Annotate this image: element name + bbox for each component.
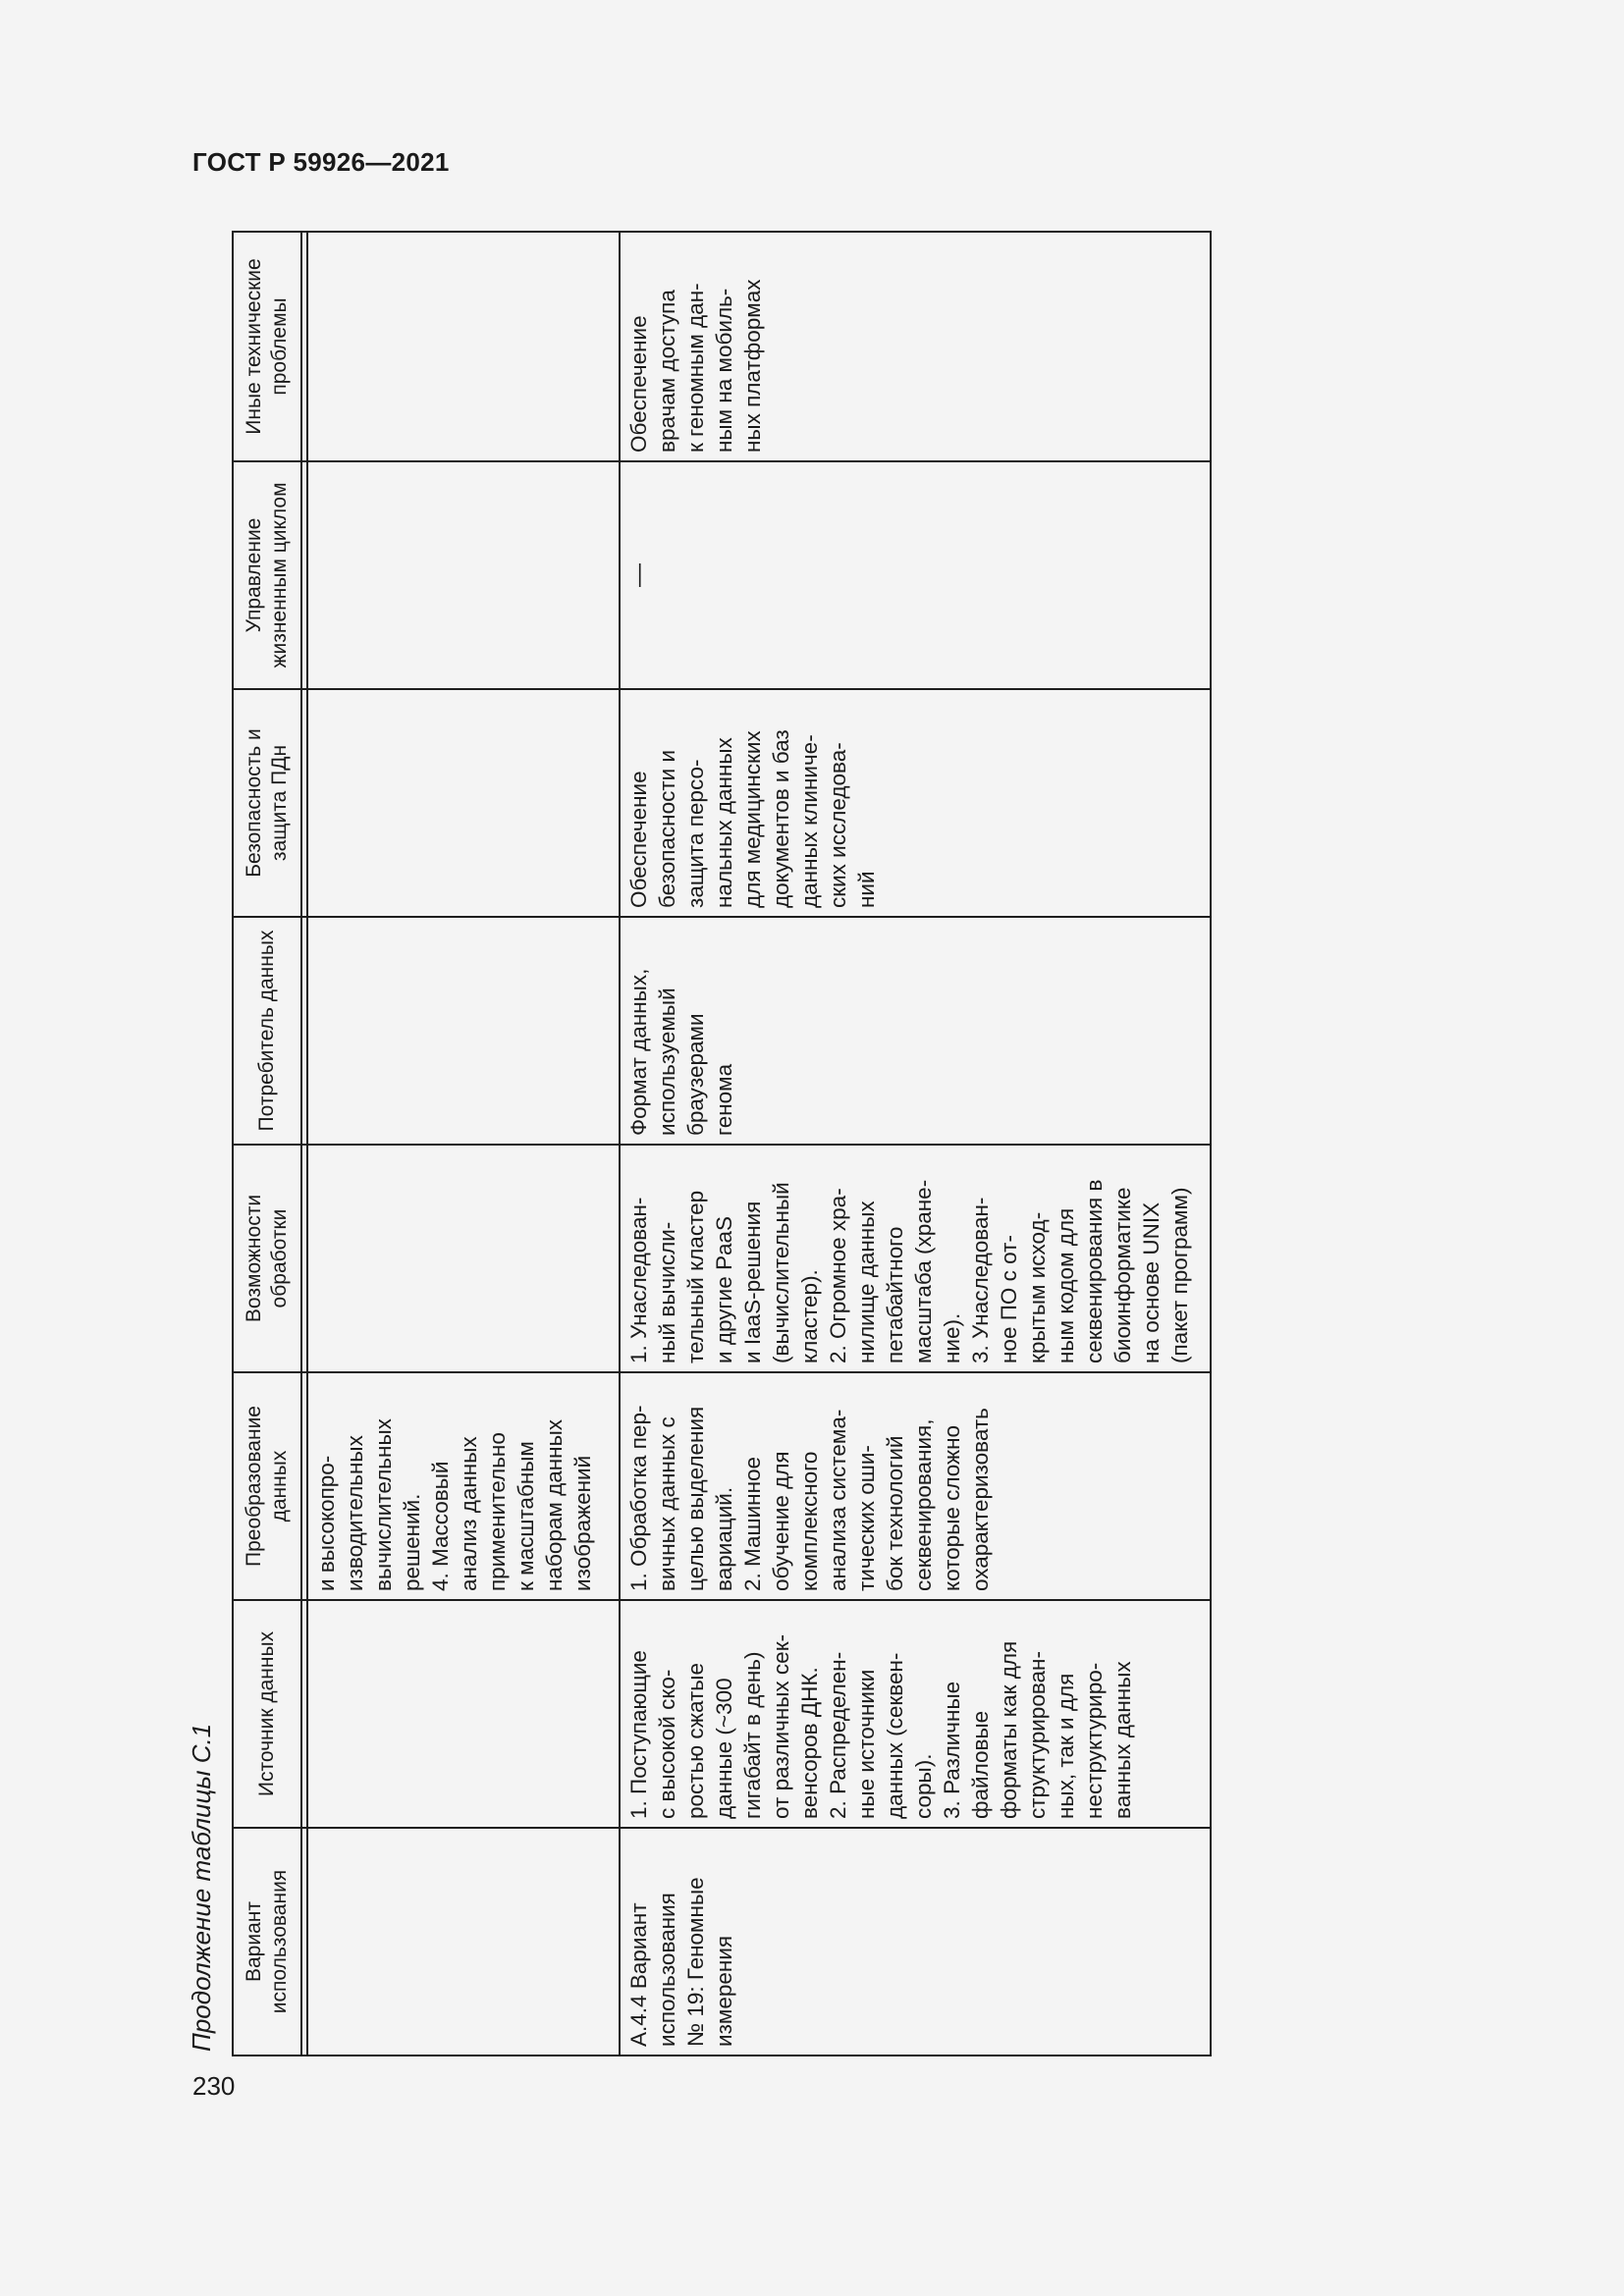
cell-processing: [307, 1145, 620, 1372]
column-header-other: Иные технические проблемы: [233, 232, 301, 461]
table-header-row: [233, 232, 301, 2056]
cell-security: Обеспечение безопасности и защита персо- нальных данных для медицинских документов и баз данных клиниче- ских исследова- ний: [620, 689, 1211, 917]
column-header-lifecycle: Управление жизненным циклом: [233, 461, 301, 689]
cell-other: [307, 232, 620, 461]
table-row: [620, 232, 1211, 2056]
cell-data-source: [307, 1600, 620, 1828]
column-header-data-source: Источник данных: [233, 1600, 301, 1828]
cell-data-transformation: 1. Обработка пер- вичных данных с целью выделения вариаций. 2. Машинное обучение для комплексного анализа система- тических оши- бок технологий секвенирования, которые сложно охарактеризовать: [620, 1372, 1211, 1600]
rotated-table-container: [232, 233, 1212, 2056]
cell-other: Обеспечение врачам доступа к геномным дан- ным на мобиль- ных платформах: [620, 232, 1211, 461]
cell-data-consumer: Формат данных, используемый браузерами генома: [620, 917, 1211, 1145]
cell-data-transformation: и высокопро- изводительных вычислительных решений. 4. Массовый анализ данных применительно к масштабным наборам данных изображений: [307, 1372, 620, 1600]
cell-processing: 1. Унаследован- ный вычисли- тельный кластер и другие PaaS и IaaS-решения (вычислительный кластер). 2. Огромное хра- нилище данных петабайтного масштаба (хране- ние). 3. Унаследован- ное ПО с от- крытым исход- ным кодом для секвенирования в биоинформатике на основе UNIX (пакет программ): [620, 1145, 1211, 1372]
cell-use-case: А.4.4 Вариант использования № 19: Геномные измерения: [620, 1828, 1211, 2056]
document-code-header: ГОСТ Р 59926—2021: [192, 147, 450, 177]
cell-data-source: 1. Поступающие с высокой ско- ростью сжатые данные (~300 гигабайт в день) от различных сек- венсоров ДНК. 2. Распределен- ные источники данных (секвен- соры). 3. Различные файловые форматы как для структурирован- ных, так и для неструктуриро- ванных данных: [620, 1600, 1211, 1828]
cell-use-case: [307, 1828, 620, 2056]
column-header-processing: Возможности обработки: [233, 1145, 301, 1372]
cell-data-consumer: [307, 917, 620, 1145]
column-header-security: Безопасность и защита ПДн: [233, 689, 301, 917]
page-number: 230: [192, 2071, 236, 2101]
table-caption: Продолжение таблицы С.1: [187, 1723, 216, 2052]
cell-lifecycle: [307, 461, 620, 689]
table-row: [307, 232, 620, 2056]
use-case-table: [232, 231, 1212, 2056]
cell-lifecycle: —: [620, 461, 1211, 689]
column-header-data-transformation: Преобразование данных: [233, 1372, 301, 1600]
column-header-use-case: Вариант использования: [233, 1828, 301, 2056]
cell-security: [307, 689, 620, 917]
column-header-data-consumer: Потребитель данных: [233, 917, 301, 1145]
